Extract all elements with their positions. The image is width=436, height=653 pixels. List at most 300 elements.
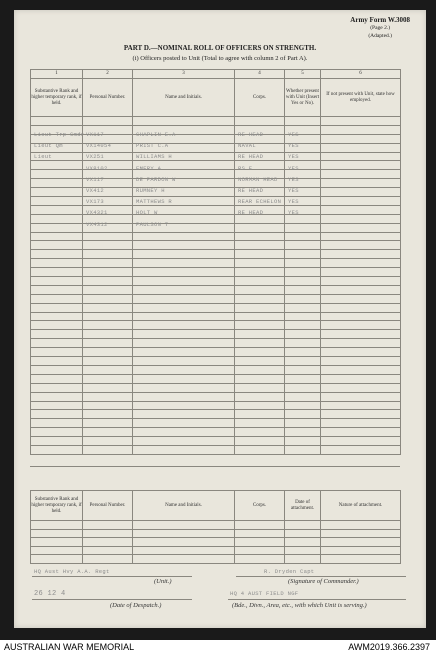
table-cell bbox=[31, 357, 83, 366]
col-header-number: Personal Number. bbox=[83, 491, 133, 521]
table-cell bbox=[321, 357, 401, 366]
bde-handwritten: HQ 4 AUST FIELD NGF bbox=[230, 590, 299, 597]
table-cell bbox=[133, 555, 235, 564]
handwritten-entry: MATTHEWS R bbox=[136, 198, 173, 206]
table-cell bbox=[31, 179, 83, 188]
table-cell bbox=[321, 428, 401, 437]
table-cell bbox=[321, 294, 401, 303]
table-cell bbox=[285, 303, 321, 312]
footer-right: AWM2019.366.2397 bbox=[348, 642, 430, 652]
table-cell bbox=[83, 374, 133, 383]
table-cell bbox=[133, 339, 235, 348]
part-d-title: PART D.—NOMINAL ROLL OF OFFICERS ON STRENGTH. bbox=[123, 44, 317, 52]
handwritten-entry: VX117 bbox=[86, 131, 105, 138]
col-number: 4 bbox=[235, 70, 285, 79]
table-cell bbox=[235, 419, 285, 428]
handwritten-entry: RE HEAD bbox=[238, 209, 264, 217]
table-cell bbox=[83, 428, 133, 437]
table-cell bbox=[285, 268, 321, 277]
table-row bbox=[31, 321, 401, 330]
handwritten-entry: NAVAL bbox=[238, 142, 257, 150]
table-cell bbox=[31, 214, 83, 223]
column-number-row bbox=[31, 70, 401, 79]
table-cell bbox=[285, 428, 321, 437]
table-cell bbox=[31, 285, 83, 294]
table-cell bbox=[133, 521, 235, 530]
handwritten-entry: RS E bbox=[238, 164, 253, 172]
table-cell bbox=[235, 374, 285, 383]
col-header-nature: Nature of attachment. bbox=[321, 491, 401, 521]
table-cell bbox=[285, 410, 321, 419]
table-row bbox=[31, 277, 401, 286]
table-cell bbox=[321, 143, 401, 152]
table-cell bbox=[31, 188, 83, 197]
table-cell bbox=[321, 223, 401, 232]
table-cell bbox=[31, 294, 83, 303]
handwritten-entry: REAR ECHELON bbox=[238, 198, 282, 206]
col-number: 2 bbox=[83, 70, 133, 79]
table-row bbox=[31, 401, 401, 410]
table-cell bbox=[83, 392, 133, 401]
col-header-name: Name and Initials. bbox=[133, 491, 235, 521]
table-cell bbox=[31, 374, 83, 383]
despatch-date-handwritten: 26 12 4 bbox=[34, 590, 66, 598]
table-cell bbox=[133, 250, 235, 259]
table-cell bbox=[321, 134, 401, 143]
table-cell bbox=[31, 348, 83, 357]
unit-handwritten: HQ Aust Hvy A.A. Regt bbox=[34, 568, 110, 575]
commander-label: (Signature of Commander.) bbox=[288, 578, 359, 585]
commander-line bbox=[236, 576, 406, 577]
table-cell bbox=[83, 259, 133, 268]
table-cell bbox=[321, 529, 401, 538]
table-cell bbox=[83, 117, 133, 126]
table-cell bbox=[285, 117, 321, 126]
table-cell bbox=[321, 339, 401, 348]
table-body bbox=[31, 521, 401, 564]
table-cell bbox=[285, 277, 321, 286]
form-number: Army Form W.3008 bbox=[350, 16, 410, 24]
unit-label: (Unit.) bbox=[154, 578, 172, 585]
table-cell bbox=[133, 538, 235, 547]
handwritten-entry: YES bbox=[288, 209, 299, 217]
table-cell bbox=[285, 312, 321, 321]
handwritten-entry: YES bbox=[288, 142, 299, 150]
table-cell bbox=[31, 410, 83, 419]
table-cell bbox=[83, 312, 133, 321]
table-cell bbox=[321, 330, 401, 339]
table-row bbox=[31, 521, 401, 530]
table-cell bbox=[83, 529, 133, 538]
table-cell bbox=[133, 330, 235, 339]
table-cell bbox=[321, 170, 401, 179]
table-cell bbox=[235, 259, 285, 268]
table-cell bbox=[133, 285, 235, 294]
table-cell bbox=[321, 410, 401, 419]
table-row bbox=[31, 428, 401, 437]
table-cell bbox=[285, 357, 321, 366]
table-cell bbox=[321, 312, 401, 321]
table-cell bbox=[235, 223, 285, 232]
table-cell bbox=[285, 330, 321, 339]
col-number: 6 bbox=[321, 70, 401, 79]
table-cell bbox=[235, 392, 285, 401]
table-row bbox=[31, 392, 401, 401]
table-cell bbox=[285, 285, 321, 294]
table-cell bbox=[133, 546, 235, 555]
table-cell bbox=[235, 303, 285, 312]
table-row bbox=[31, 546, 401, 555]
bde-line bbox=[228, 599, 406, 600]
table-row bbox=[31, 232, 401, 241]
table-cell bbox=[133, 365, 235, 374]
handwritten-entry: YES bbox=[288, 175, 299, 183]
table-cell bbox=[31, 538, 83, 547]
table-cell bbox=[133, 445, 235, 454]
table-cell bbox=[31, 330, 83, 339]
handwritten-entry: YES bbox=[288, 131, 299, 138]
table-cell bbox=[235, 437, 285, 446]
col-header-present: Whether present with Unit (Insert Yes or No). bbox=[285, 79, 321, 117]
handwritten-entry: PRIST C.A bbox=[136, 142, 169, 150]
table-cell bbox=[31, 365, 83, 374]
table-cell bbox=[83, 365, 133, 374]
handwritten-entry: VX173 bbox=[86, 198, 105, 206]
table-row bbox=[31, 555, 401, 564]
table-cell bbox=[285, 241, 321, 250]
table-cell bbox=[235, 241, 285, 250]
table-cell bbox=[31, 546, 83, 555]
officers-attached-table bbox=[30, 490, 401, 564]
table-row bbox=[31, 294, 401, 303]
table-cell bbox=[133, 117, 235, 126]
table-cell bbox=[83, 555, 133, 564]
despatch-line bbox=[32, 599, 192, 600]
table-cell bbox=[285, 538, 321, 547]
table-cell bbox=[133, 241, 235, 250]
table-cell bbox=[235, 546, 285, 555]
table-cell bbox=[31, 521, 83, 530]
table-cell bbox=[321, 188, 401, 197]
bde-label: (Bde., Divn., Area, etc., with which Unit is serving.) bbox=[232, 602, 367, 609]
table-cell bbox=[285, 529, 321, 538]
table-cell bbox=[83, 277, 133, 286]
handwritten-entry: VX4321 bbox=[86, 209, 108, 217]
table-cell bbox=[133, 383, 235, 392]
table-cell bbox=[321, 348, 401, 357]
table-cell bbox=[31, 161, 83, 170]
table-cell bbox=[31, 437, 83, 446]
table-cell bbox=[321, 445, 401, 454]
handwritten-entry: HOLT W bbox=[136, 209, 158, 217]
table-cell bbox=[31, 555, 83, 564]
table-cell bbox=[31, 117, 83, 126]
table-cell bbox=[31, 339, 83, 348]
table-cell bbox=[133, 437, 235, 446]
col-header-date: Date of attachment. bbox=[285, 491, 321, 521]
table-cell bbox=[235, 339, 285, 348]
table-cell bbox=[83, 250, 133, 259]
table-cell bbox=[31, 392, 83, 401]
table-cell bbox=[285, 223, 321, 232]
table-cell bbox=[235, 312, 285, 321]
handwritten-entry: YES bbox=[288, 153, 299, 161]
handwritten-entry: EMERY A bbox=[136, 164, 162, 172]
handwritten-entry: YES bbox=[288, 164, 299, 172]
table-cell bbox=[321, 374, 401, 383]
handwritten-entry: Lieut Qm bbox=[34, 142, 63, 150]
table-cell bbox=[83, 348, 133, 357]
col-header-corps: Corps. bbox=[235, 491, 285, 521]
table-cell bbox=[31, 197, 83, 206]
table-cell bbox=[31, 259, 83, 268]
col-number: 5 bbox=[285, 70, 321, 79]
table-cell bbox=[133, 357, 235, 366]
table-cell bbox=[321, 365, 401, 374]
table-row bbox=[31, 241, 401, 250]
table-cell bbox=[235, 232, 285, 241]
table-cell bbox=[321, 250, 401, 259]
handwritten-entry: WILLIAMS H bbox=[136, 153, 173, 161]
table-cell bbox=[83, 339, 133, 348]
table-cell bbox=[235, 277, 285, 286]
table-cell bbox=[83, 437, 133, 446]
col-header-name: Name and Initials. bbox=[133, 79, 235, 117]
table-row bbox=[31, 538, 401, 547]
table-cell bbox=[321, 161, 401, 170]
table-cell bbox=[321, 205, 401, 214]
table-cell bbox=[31, 268, 83, 277]
table-cell bbox=[321, 197, 401, 206]
table-cell bbox=[285, 374, 321, 383]
table-cell bbox=[31, 383, 83, 392]
table-row bbox=[31, 117, 401, 126]
handwritten-entry: VX117 bbox=[86, 175, 105, 183]
table-cell bbox=[83, 521, 133, 530]
table-cell bbox=[83, 241, 133, 250]
table-cell bbox=[83, 268, 133, 277]
table-cell bbox=[285, 259, 321, 268]
table-cell bbox=[235, 401, 285, 410]
table-row bbox=[31, 330, 401, 339]
table-cell bbox=[285, 321, 321, 330]
table-cell bbox=[235, 529, 285, 538]
table-cell bbox=[285, 348, 321, 357]
table-cell bbox=[83, 303, 133, 312]
table-row bbox=[31, 285, 401, 294]
table-cell bbox=[285, 339, 321, 348]
table-cell bbox=[133, 392, 235, 401]
table-cell bbox=[321, 117, 401, 126]
table-cell bbox=[133, 294, 235, 303]
table-cell bbox=[133, 401, 235, 410]
table-cell bbox=[235, 538, 285, 547]
handwritten-entry: VX4312 bbox=[86, 220, 108, 228]
table-cell bbox=[83, 294, 133, 303]
table-cell bbox=[285, 294, 321, 303]
section-i-title: (i) Officers posted to Unit (Total to agree with column 2 of Part A). bbox=[132, 55, 308, 62]
table-cell bbox=[321, 285, 401, 294]
table-cell bbox=[83, 419, 133, 428]
table-cell bbox=[235, 357, 285, 366]
table-cell bbox=[83, 546, 133, 555]
table-cell bbox=[285, 437, 321, 446]
handwritten-entry: RE HEAD bbox=[238, 153, 264, 161]
header-row bbox=[31, 491, 401, 521]
table-row bbox=[31, 383, 401, 392]
table-row bbox=[31, 374, 401, 383]
table-cell bbox=[235, 294, 285, 303]
table-cell bbox=[321, 401, 401, 410]
table-cell bbox=[235, 521, 285, 530]
table-row bbox=[31, 437, 401, 446]
form-header bbox=[350, 16, 410, 40]
table-cell bbox=[285, 383, 321, 392]
table-cell bbox=[235, 321, 285, 330]
table-row bbox=[31, 268, 401, 277]
table-cell bbox=[285, 546, 321, 555]
table-row bbox=[31, 250, 401, 259]
table-cell bbox=[285, 419, 321, 428]
table-cell bbox=[31, 277, 83, 286]
col-header-corps: Corps. bbox=[235, 79, 285, 117]
table-cell bbox=[321, 125, 401, 134]
table-cell bbox=[285, 401, 321, 410]
table-cell bbox=[321, 259, 401, 268]
col-number: 1 bbox=[31, 70, 83, 79]
table-cell bbox=[321, 392, 401, 401]
table-cell bbox=[285, 445, 321, 454]
col-header-rank: Substantive Rank and higher temporary rank, if held. bbox=[31, 491, 83, 521]
table-cell bbox=[133, 232, 235, 241]
handwritten-entry: RUMNEY H bbox=[136, 187, 165, 194]
table-cell bbox=[83, 445, 133, 454]
section-divider bbox=[30, 466, 400, 467]
table-cell bbox=[83, 330, 133, 339]
table-cell bbox=[133, 259, 235, 268]
table-cell bbox=[321, 555, 401, 564]
table-row bbox=[31, 365, 401, 374]
table-cell bbox=[285, 232, 321, 241]
table-cell bbox=[321, 546, 401, 555]
table-cell bbox=[285, 392, 321, 401]
table-cell bbox=[133, 374, 235, 383]
table-cell bbox=[321, 437, 401, 446]
table-cell bbox=[133, 268, 235, 277]
table-row bbox=[31, 339, 401, 348]
table-cell bbox=[235, 348, 285, 357]
commander-signature: R. Dryden Capt bbox=[264, 568, 315, 575]
table-cell bbox=[133, 277, 235, 286]
table-cell bbox=[321, 179, 401, 188]
table-cell bbox=[133, 428, 235, 437]
table-cell bbox=[235, 268, 285, 277]
table-cell bbox=[83, 321, 133, 330]
table-cell bbox=[321, 521, 401, 530]
table-cell bbox=[31, 401, 83, 410]
table-cell bbox=[133, 348, 235, 357]
table-cell bbox=[235, 445, 285, 454]
table-cell bbox=[235, 365, 285, 374]
table-cell bbox=[133, 312, 235, 321]
table-cell bbox=[235, 555, 285, 564]
handwritten-entry: Lieut Trp Cmdr bbox=[34, 131, 85, 138]
table-row bbox=[31, 312, 401, 321]
table-cell bbox=[31, 312, 83, 321]
table-cell bbox=[321, 538, 401, 547]
table-cell bbox=[235, 428, 285, 437]
table-cell bbox=[321, 383, 401, 392]
form-adapted: (Adapted.) bbox=[368, 33, 392, 39]
table-row bbox=[31, 410, 401, 419]
table-cell bbox=[235, 330, 285, 339]
footer-left: AUSTRALIAN WAR MEMORIAL bbox=[4, 642, 135, 652]
table-cell bbox=[83, 401, 133, 410]
table-cell bbox=[321, 277, 401, 286]
unit-line bbox=[32, 576, 192, 577]
table-cell bbox=[133, 303, 235, 312]
handwritten-entry: VX412 bbox=[86, 187, 105, 194]
table-cell bbox=[83, 357, 133, 366]
table-cell bbox=[285, 250, 321, 259]
table-cell bbox=[235, 383, 285, 392]
table-cell bbox=[235, 250, 285, 259]
table-cell bbox=[31, 205, 83, 214]
table-cell bbox=[83, 383, 133, 392]
handwritten-entry: VX14054 bbox=[86, 142, 112, 150]
table-cell bbox=[31, 223, 83, 232]
table-cell bbox=[83, 410, 133, 419]
table-cell bbox=[133, 410, 235, 419]
table-cell bbox=[133, 321, 235, 330]
table-row bbox=[31, 303, 401, 312]
document-page bbox=[14, 10, 426, 628]
handwritten-entry: RE HEAD bbox=[238, 131, 264, 138]
handwritten-entry: YES bbox=[288, 198, 299, 206]
table-cell bbox=[133, 419, 235, 428]
handwritten-entry: VX8102 bbox=[86, 164, 108, 172]
table-cell bbox=[31, 419, 83, 428]
handwritten-entry: NORMAN HEAD bbox=[238, 175, 278, 183]
table-cell bbox=[31, 303, 83, 312]
table-cell bbox=[285, 521, 321, 530]
table-row bbox=[31, 348, 401, 357]
handwritten-entry: YES bbox=[288, 187, 299, 194]
table-row bbox=[31, 259, 401, 268]
handwritten-entry: PAULSON T bbox=[136, 220, 169, 228]
table-cell bbox=[31, 529, 83, 538]
table-row bbox=[31, 357, 401, 366]
table-cell bbox=[31, 445, 83, 454]
handwritten-entry: DE PARDON W bbox=[136, 175, 176, 183]
table-row bbox=[31, 419, 401, 428]
handwritten-entry: Lieut bbox=[34, 153, 53, 161]
handwritten-entry: RE HEAD bbox=[238, 187, 264, 194]
table-cell bbox=[321, 268, 401, 277]
despatch-label: (Date of Despatch.) bbox=[110, 602, 162, 609]
table-cell bbox=[321, 419, 401, 428]
col-number: 3 bbox=[133, 70, 235, 79]
table-cell bbox=[321, 321, 401, 330]
table-cell bbox=[235, 410, 285, 419]
header-row bbox=[31, 79, 401, 117]
table-cell bbox=[285, 555, 321, 564]
col-header-employed: If not present with Unit, state how employed. bbox=[321, 79, 401, 117]
form-page: (Page 2.) bbox=[370, 25, 391, 31]
table-cell bbox=[31, 250, 83, 259]
table-cell bbox=[31, 321, 83, 330]
table-cell bbox=[321, 303, 401, 312]
